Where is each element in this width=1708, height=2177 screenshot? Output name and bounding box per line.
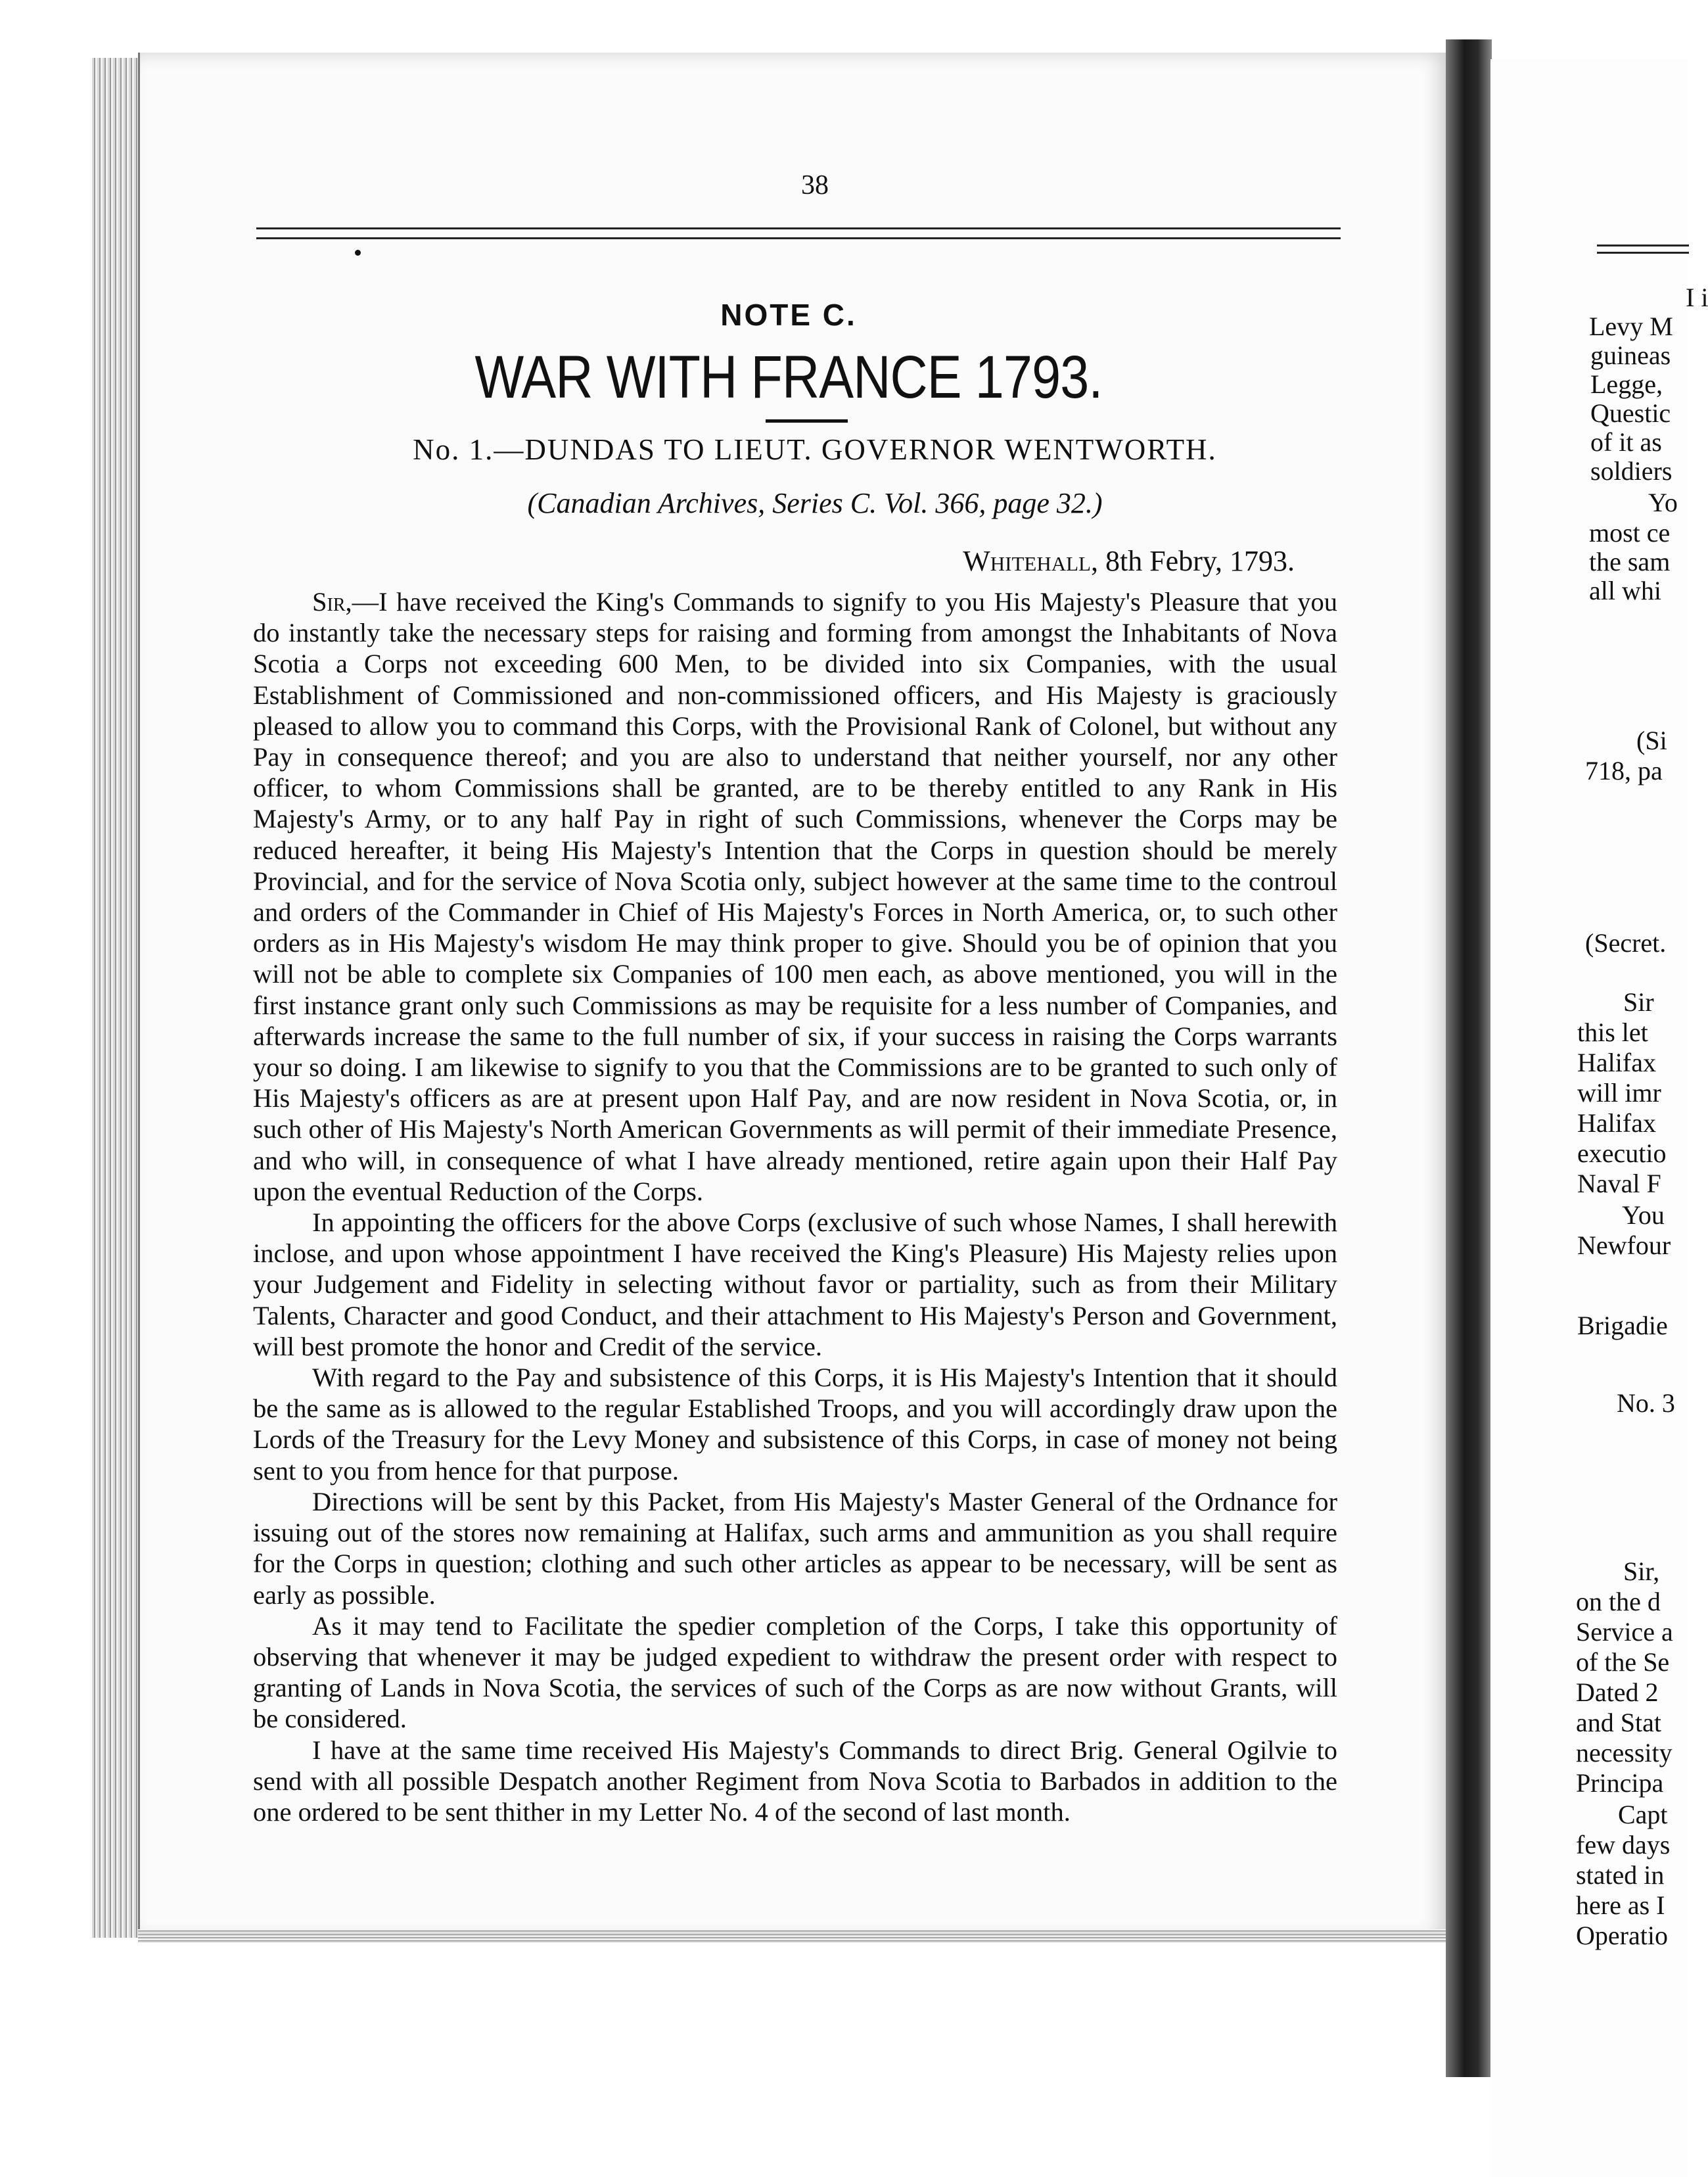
main-title: WAR WITH FRANCE 1793. [474, 344, 1103, 411]
right-page-fragment: Sir, [1623, 1557, 1660, 1586]
paragraph-2: In appointing the officers for the above Corps (exclusive of such whose Names, I shall herewith inclose, and upon whose appointment I have received the King's Pleasure) His Majesty relies upon your Judgement and Fidelity in selecting without favor or partiality, such as from their Military Talents, Character and good Conduct, and their attachment to His Majesty's Person and Government, will best promote the honor and Credit of the service. [253, 1207, 1337, 1361]
header-double-rule [256, 227, 1341, 239]
right-page-fragment: on the d [1576, 1587, 1661, 1616]
right-page-fragment: (Secret. [1585, 928, 1667, 958]
dateline [854, 544, 1295, 578]
ink-speck [355, 250, 361, 256]
right-page-fragment: Naval F [1577, 1169, 1661, 1198]
right-page-fragment: of the Se [1576, 1647, 1670, 1677]
right-page-fragment: Dated 2 [1576, 1677, 1659, 1707]
right-page-rule [1597, 245, 1689, 254]
right-page-fragment: few days [1576, 1830, 1671, 1860]
document-subtitle: No. 1.—DUNDAS TO LIEUT. GOVERNOR WENTWORTH. [413, 433, 1217, 466]
right-page-fragment: guineas [1590, 340, 1671, 370]
right-page-fragment: Halifax [1577, 1048, 1656, 1077]
note-label: NOTE C. [720, 298, 857, 332]
paragraph-6: I have at the same time received His Majesty's Commands to direct Brig. General Ogilvie to send with all possible Despatch another Regiment from Nova Scotia to Barbados in addition to the one ordered to be sent thither in my Letter No. 4 of the second of last month. [253, 1735, 1337, 1827]
right-page-fragment: Questic [1590, 398, 1671, 428]
paragraph-3: With regard to the Pay and subsistence of this Corps, it is His Majesty's Intention that it should be the same as is allowed to the regular Established Troops, and you will accordingly draw upon the Lords of the Treasury for the Levy Money and subsistence of this Corps, in case of money not being sent to you from hence for that purpose. [253, 1363, 1337, 1486]
right-page-fragment: 718, pa [1585, 756, 1663, 785]
right-page-fragment: stated in [1576, 1860, 1665, 1890]
right-page-fragment: Halifax [1577, 1108, 1656, 1138]
right-page-fragment: all whi [1589, 576, 1661, 605]
right-page-fragment: and Stat [1576, 1708, 1661, 1737]
right-page-fragment: Capt [1618, 1800, 1668, 1829]
right-page-fragment: Principa [1576, 1768, 1664, 1798]
right-page-fragment: this let [1577, 1018, 1648, 1047]
right-page-fragment: Legge, [1590, 369, 1663, 399]
right-page-fragment: will imr [1577, 1078, 1661, 1108]
right-page-fragment: Yo [1648, 488, 1678, 517]
right-page-fragment: executio [1577, 1138, 1667, 1168]
right-page-fragment: I i [1686, 283, 1708, 312]
right-page-fragment: (Si [1636, 726, 1667, 755]
right-page-fragment: Brigadie [1577, 1311, 1668, 1340]
paragraph-1-text: —I have received the King's Commands to signify to you His Majesty's Pleasure that you do instantly take the necessary steps for raising and forming from amongst the Inhabitants of Nova Scotia a Corps not exceeding 600 Men, to be divided into six Companies, with the usual Establishment of Commissioned and non-commissioned officers, and His Majesty is graciously pleased to allow you to command this Corps, with the Provisional Rank of Colonel, but without any Pay in consequence thereof; and you are also to understand that neither yourself, nor any other officer, to whom Commissions shall be granted, are to be thereby entitled to any Rank in His Majesty's Army, or to any half Pay in right of such Commissions, whenever the Corps may be reduced hereafter, it being His Majesty's Intention that the Corps in question should be merely Provincial, and for the service of Nova Scotia only, subject however at the same time to the controul and orders of the Commander in Chief of His Majesty's Forces in North America, or, to such other orders as in His Majesty's wisdom He may think proper to give. Should you be of opinion that you will not be able to complete six Companies of 100 men each, as above mentioned, you will in the first instance grant only such Commissions as may be requisite for a less number of Companies, and afterwards increase the same to the full number of six, if your success in raising the Corps warrants your so doing. I am likewise to signify to you that the Commissions are to be granted to such only of His Majesty's officers as are at present upon Half Pay, and are now resident in Nova Scotia, or, in such other of His Majesty's North American Governments as will permit of their immediate Presence, and who will, in consequence of what I have already mentioned, retire again upon their Half Pay upon the eventual Reduction of the Corps. [253, 587, 1337, 1206]
book-page-edges [92, 58, 145, 1938]
right-page-fragment: soldiers [1590, 456, 1673, 486]
archive-source: (Canadian Archives, Series C. Vol. 366, page 32.) [527, 487, 1103, 519]
letter-body [253, 586, 1337, 1827]
right-page-fragment: Newfour [1577, 1230, 1671, 1260]
right-page-fragment: Service a [1576, 1617, 1673, 1647]
right-page-fragment: You [1622, 1200, 1665, 1230]
paragraph-5: As it may tend to Facilitate the spedier completion of the Corps, I take this opportunity of observing that whenever it may be judged expedient to withdraw the present order with respect to granting of Lands in Nova Scotia, the services of such of the Corps as are now without Grants, will be considered. [253, 1610, 1337, 1734]
right-page-fragment: Sir [1623, 987, 1654, 1017]
salutation: Sir, [312, 587, 352, 617]
title-rule [766, 419, 848, 423]
dateline-place: Whitehall, [963, 545, 1098, 577]
paragraph-1 [253, 586, 1337, 1207]
right-page-fragment: Operatio [1576, 1921, 1668, 1950]
right-page-fragment: Levy M [1589, 312, 1673, 341]
right-page-fragment: here as I [1576, 1890, 1665, 1920]
page-number: 38 [801, 170, 829, 200]
right-page-fragment: necessity [1576, 1738, 1673, 1767]
right-page-fragment: most ce [1589, 518, 1671, 548]
paragraph-4: Directions will be sent by this Packet, from His Majesty's Master General of the Ordnance for issuing out of the stores now remaining at Halifax, such arms and ammunition as you shall require for the Corps in question; clothing and such other articles as appear to be necessary, will be sent as early as possible. [253, 1486, 1337, 1610]
book-bottom-edge [138, 1929, 1449, 1942]
right-page-fragment: No. 3 [1617, 1388, 1675, 1418]
right-page-fragment: of it as [1590, 427, 1662, 457]
dateline-date: 8th Febry, 1793. [1097, 545, 1295, 577]
right-page-fragment: the sam [1589, 547, 1671, 576]
book-gutter [1446, 39, 1492, 2077]
